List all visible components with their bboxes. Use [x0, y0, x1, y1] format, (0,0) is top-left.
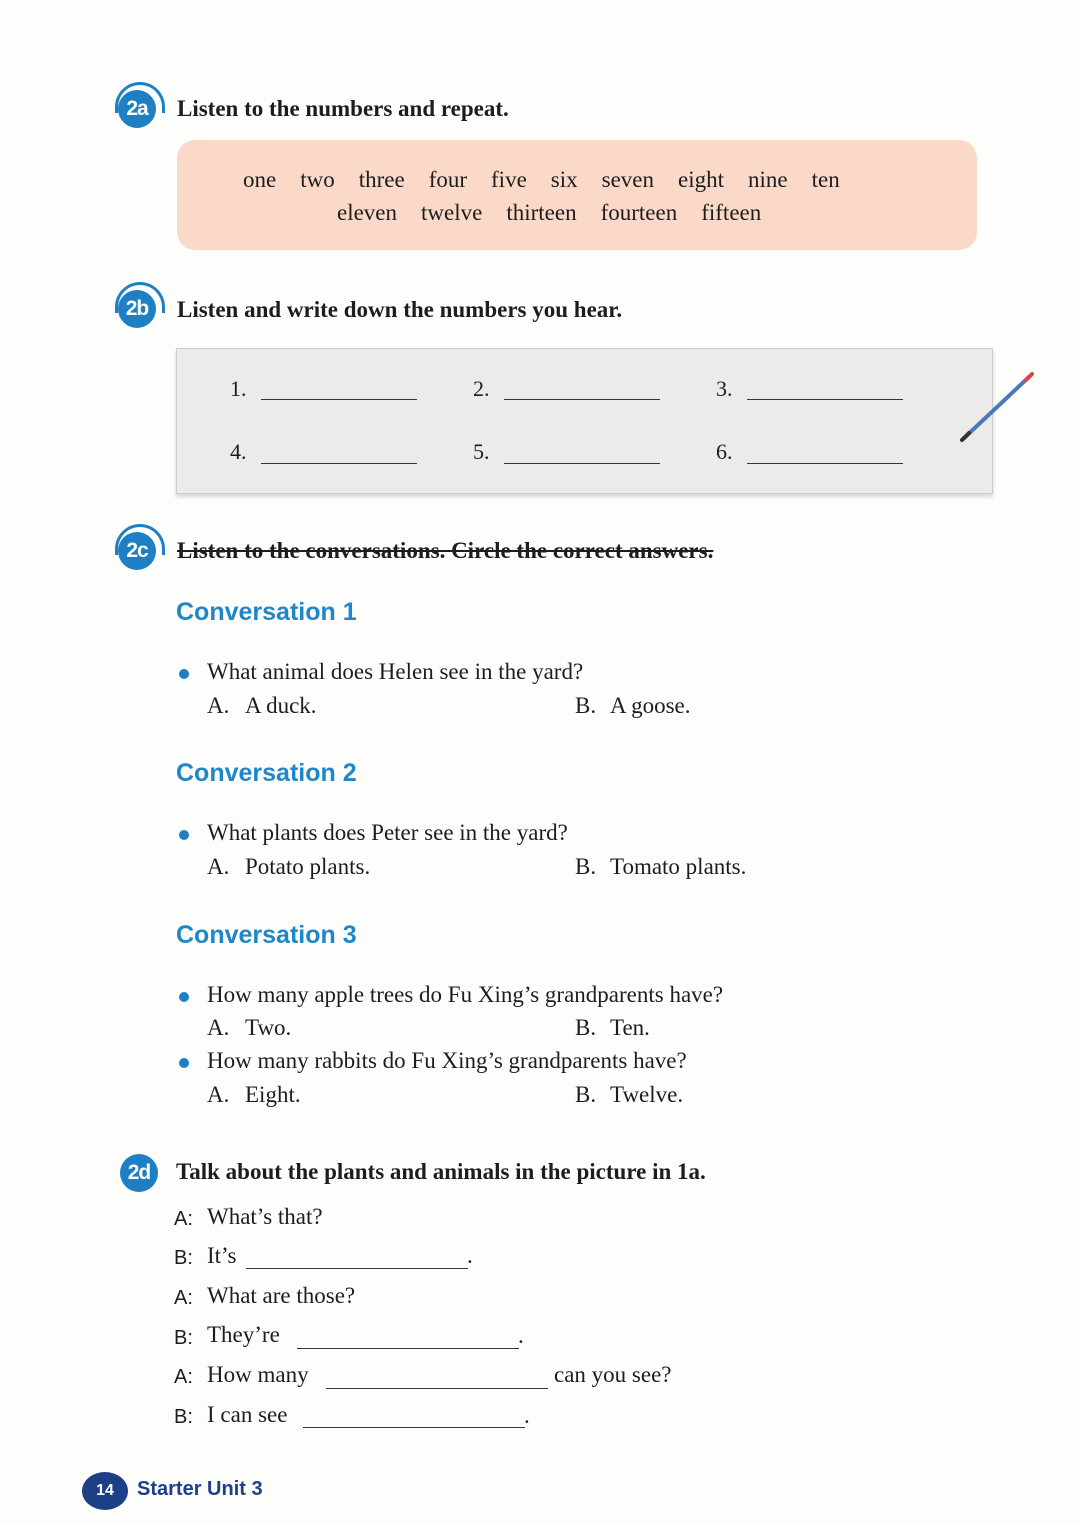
option-b[interactable]: Ten.: [610, 1015, 650, 1040]
question-text: How many apple trees do Fu Xing’s grandparents have?: [207, 982, 724, 1007]
number-word: four: [428, 167, 468, 192]
bullet-icon: [179, 830, 189, 840]
option-a-letter: A.: [207, 1082, 230, 1107]
option-a-letter: A.: [207, 854, 230, 879]
number-word: seven: [601, 167, 654, 192]
number-row-1: [243, 167, 840, 193]
option-a[interactable]: Two.: [245, 1015, 292, 1040]
page-number: 14: [82, 1472, 128, 1510]
dialogue-text: They’re: [207, 1322, 280, 1347]
question-text: What animal does Helen see in the yard?: [207, 659, 584, 684]
dialogue-text: What are those?: [207, 1283, 356, 1308]
option-b[interactable]: Tomato plants.: [610, 854, 747, 879]
instruction-2c: Listen to the conversations. Circle the correct answers.: [177, 538, 714, 563]
unit-label: Starter Unit 3: [137, 1478, 263, 1500]
question-text: What plants does Peter see in the yard?: [207, 820, 568, 845]
answer-slot-label: 1.: [230, 376, 247, 401]
dialogue-text: What’s that?: [207, 1204, 323, 1229]
bullet-icon: [179, 1058, 189, 1068]
answer-blank[interactable]: [261, 399, 417, 400]
question-text: How many rabbits do Fu Xing’s grandparents have?: [207, 1048, 687, 1073]
number-word: fourteen: [600, 200, 678, 225]
option-b-letter: B.: [575, 854, 597, 879]
answer-writing-box: [176, 348, 993, 494]
dialogue-blank[interactable]: [326, 1388, 548, 1389]
bullet-icon: [179, 669, 189, 679]
section-badge-2a: 2a: [118, 90, 156, 128]
conversation-title: Conversation 1: [176, 598, 357, 626]
dialogue-end-punctuation: .: [467, 1243, 473, 1268]
number-word: three: [358, 167, 405, 192]
number-word: five: [491, 167, 527, 192]
option-a[interactable]: Potato plants.: [245, 854, 371, 879]
answer-blank[interactable]: [747, 399, 903, 400]
answer-slot-label: 2.: [473, 376, 490, 401]
number-word: one: [243, 167, 277, 192]
dialogue-end-punctuation: .: [524, 1403, 530, 1428]
number-word-box: [177, 140, 977, 250]
dialogue-text: How many: [207, 1362, 309, 1387]
answer-slot-label: 3.: [716, 376, 733, 401]
number-word: fifteen: [701, 200, 762, 225]
speaker-label: A:: [174, 1366, 193, 1388]
option-a-letter: A.: [207, 1015, 230, 1040]
number-word: ten: [811, 167, 840, 192]
answer-blank[interactable]: [747, 463, 903, 464]
instruction-2b: Listen and write down the numbers you hear.: [177, 297, 623, 322]
number-word: six: [550, 167, 578, 192]
speaker-label: B:: [174, 1247, 193, 1269]
answer-slot-label: 6.: [716, 439, 733, 464]
option-b-letter: B.: [575, 1015, 597, 1040]
dialogue-end-punctuation: .: [518, 1323, 524, 1348]
instruction-2a: Listen to the numbers and repeat.: [177, 96, 509, 121]
answer-blank[interactable]: [261, 463, 417, 464]
bullet-icon: [179, 992, 189, 1002]
option-b[interactable]: Twelve.: [610, 1082, 684, 1107]
option-b[interactable]: A goose.: [610, 693, 691, 718]
option-a-letter: A.: [207, 693, 230, 718]
number-word: thirteen: [506, 200, 577, 225]
answer-slot-label: 5.: [473, 439, 490, 464]
pencil-icon: [956, 370, 1036, 446]
dialogue-blank[interactable]: [246, 1268, 468, 1269]
dialogue-text-end: can you see?: [554, 1362, 672, 1387]
number-word: two: [300, 167, 335, 192]
answer-blank[interactable]: [504, 463, 660, 464]
section-badge-2c: 2c: [118, 532, 156, 570]
section-badge-2d: 2d: [120, 1154, 158, 1192]
dialogue-text: I can see: [207, 1402, 288, 1427]
number-row-2: [337, 200, 761, 226]
conversation-title: Conversation 3: [176, 921, 357, 949]
answer-blank[interactable]: [504, 399, 660, 400]
number-word: twelve: [421, 200, 483, 225]
speaker-label: A:: [174, 1287, 193, 1309]
answer-slot-label: 4.: [230, 439, 247, 464]
speaker-label: B:: [174, 1327, 193, 1349]
dialogue-blank[interactable]: [297, 1348, 519, 1349]
conversation-title: Conversation 2: [176, 759, 357, 787]
option-b-letter: B.: [575, 1082, 597, 1107]
option-a[interactable]: A duck.: [245, 693, 317, 718]
section-badge-2b: 2b: [118, 290, 156, 328]
speaker-label: A:: [174, 1208, 193, 1230]
number-word: eight: [678, 167, 724, 192]
number-word: eleven: [337, 200, 398, 225]
dialogue-text: It’s: [207, 1243, 237, 1268]
dialogue-blank[interactable]: [303, 1427, 525, 1428]
instruction-2d: Talk about the plants and animals in the picture in 1a.: [176, 1159, 706, 1184]
option-b-letter: B.: [575, 693, 597, 718]
option-a[interactable]: Eight.: [245, 1082, 301, 1107]
speaker-label: B:: [174, 1406, 193, 1428]
number-word: nine: [748, 167, 788, 192]
